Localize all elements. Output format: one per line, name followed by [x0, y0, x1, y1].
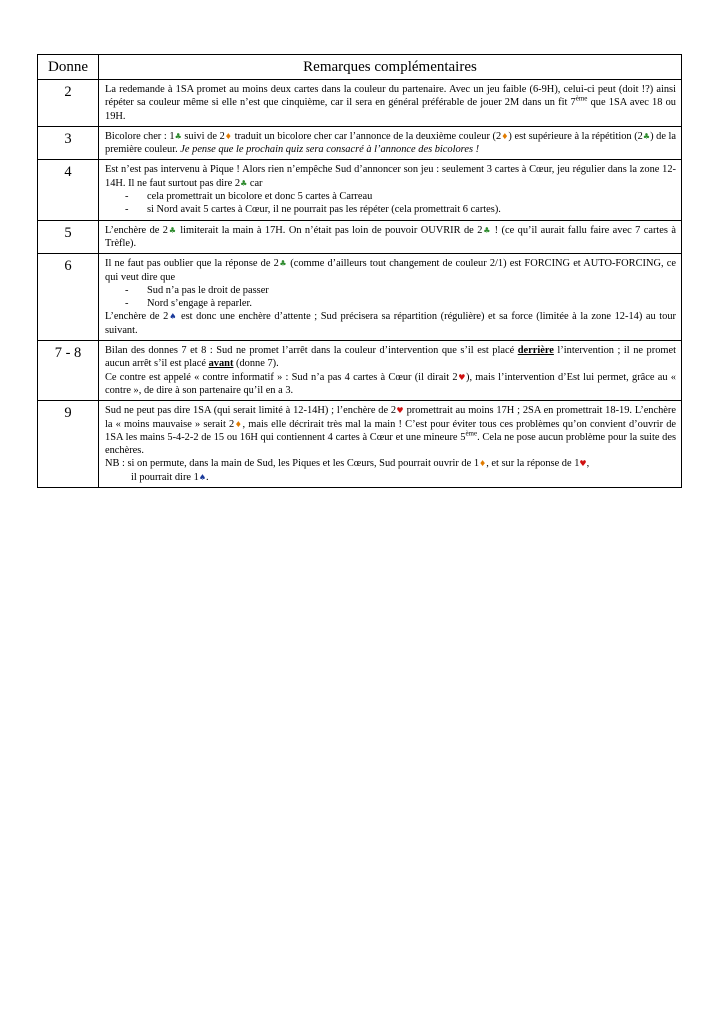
- donne-number: 7 - 8: [38, 341, 99, 401]
- text-run: suivi de 2: [181, 130, 225, 142]
- remark-paragraph: [105, 130, 676, 157]
- text-run: cela promettrait un bicolore et donc 5 cartes à Carreau: [147, 191, 373, 203]
- remark-cell: [99, 80, 682, 127]
- text-run: , et sur la réponse de 1: [486, 458, 580, 470]
- table-row: [38, 220, 682, 254]
- remark-paragraph: [105, 310, 676, 337]
- club-suit-icon: ♣: [278, 259, 288, 269]
- remark-paragraph: [105, 163, 676, 190]
- club-suit-icon: ♣: [174, 131, 182, 141]
- spade-suit-icon: ♠: [168, 312, 178, 322]
- list-item: [125, 203, 676, 216]
- text-run: (donne 7).: [233, 358, 279, 370]
- emphasis-text: avant: [208, 358, 234, 370]
- remark-paragraph: [105, 224, 676, 251]
- club-suit-icon: ♣: [642, 131, 651, 141]
- heart-suit-icon: ♥: [396, 406, 404, 416]
- text-run: NB : si on permute, dans la main de Sud, les Piques et les Cœurs, Sud pourrait ouvrir de 1: [105, 458, 480, 470]
- donne-number: 4: [38, 160, 99, 220]
- emphasis-text: derrière: [517, 345, 554, 357]
- heart-suit-icon: ♥: [579, 459, 587, 469]
- donne-number: 9: [38, 401, 99, 488]
- header-row: [38, 55, 682, 80]
- text-run: La redemande à 1SA promet au moins deux cartes dans la couleur du partenaire. Avec un jeu faible (6-9H), celui-ci peut (doit !?) ainsi répéter sa couleur même si elle n’est que cinquième, car il sera en général préférable de jouer 2M dans un fit 7: [105, 84, 676, 109]
- text-run: il pourrait dire 1: [131, 471, 199, 483]
- text-run: que 1SA avec 18 ou 19H.: [105, 97, 676, 122]
- superscript: ème: [575, 94, 588, 103]
- text-run: promettrait au moins 17H ; 2SA en promettrait 18-19. L’enchère la « moins mauvaise » serait 2: [105, 405, 676, 430]
- italic-text: Je pense que le prochain quiz sera consacré à l’annonce des bicolores !: [180, 144, 480, 156]
- table-body: [38, 80, 682, 488]
- remark-cell: [99, 220, 682, 254]
- heart-suit-icon: ♥: [457, 372, 467, 382]
- text-run: Il ne faut pas oublier que la réponse de 2: [105, 258, 279, 270]
- text-run: Ce contre est appelé « contre informatif » : Sud n’a pas 4 cartes à Cœur (il dirait 2: [105, 371, 458, 383]
- text-run: limiterait la main à 17H. On n’était pas loin de pouvoir OUVRIR de 2: [176, 224, 483, 236]
- table-row: [38, 254, 682, 341]
- table-row: [38, 160, 682, 220]
- club-suit-icon: ♣: [240, 178, 248, 188]
- dash-list: [105, 284, 676, 311]
- diamond-suit-icon: ♦: [234, 419, 243, 429]
- header-donne: Donne: [38, 55, 99, 80]
- list-item: [125, 190, 676, 203]
- diamond-suit-icon: ♦: [224, 131, 232, 141]
- text-run: car: [247, 177, 263, 189]
- remarks-table: [37, 54, 682, 488]
- donne-number: 3: [38, 126, 99, 160]
- text-run: ,: [586, 458, 590, 470]
- text-run: . Cela ne pose aucun problème pour la suite des enchères.: [105, 431, 676, 457]
- text-run: Bicolore cher : 1: [105, 130, 175, 142]
- text-run: Nord s’engage à reparler.: [147, 298, 253, 310]
- remark-paragraph: [105, 83, 676, 123]
- text-run: si Nord avait 5 cartes à Cœur, il ne pourrait pas les répéter (cela promettrait 6 cartes).: [147, 204, 501, 216]
- remark-paragraph: [105, 371, 676, 398]
- text-run: traduit un bicolore cher car l’annonce de la deuxième couleur (2: [231, 130, 502, 142]
- remark-paragraph: [105, 457, 676, 470]
- club-suit-icon: ♣: [482, 225, 492, 235]
- spade-suit-icon: ♠: [198, 472, 206, 482]
- remark-cell: [99, 341, 682, 401]
- text-run: ), mais l’intervention d’Est lui permet, grâce au « contre », de dire à son partenaire qu’il en a 3.: [105, 371, 676, 396]
- remark-cell: [99, 401, 682, 488]
- text-run: Est n’est pas intervenu à Pique ! Alors rien n’empêche Sud d’annoncer son jeu : seulement 3 cartes à Cœur, jeu régulier dans la zone 12-14H. Il ne faut surtout pas dire 2: [105, 164, 676, 189]
- donne-number: 6: [38, 254, 99, 341]
- remark-cell: [99, 160, 682, 220]
- table-row: [38, 341, 682, 401]
- list-item: [125, 284, 676, 297]
- remark-cell: [99, 126, 682, 160]
- remark-paragraph: [105, 404, 676, 457]
- text-run: L’enchère de 2: [105, 224, 168, 236]
- text-run: , mais elle décrirait très mal la main ! C’est pour éviter tous ces problèmes qu’on convient d’ouvrir de 1SA les mains 5-4-2-2 de 15 ou 16H qui contiennent 4 cartes à Cœur et une mineure 5: [105, 418, 676, 443]
- text-run: .: [205, 471, 209, 483]
- text-run: l’intervention ; il ne promet aucun arrêt s’il est placé: [105, 345, 676, 370]
- remark-cell: [99, 254, 682, 341]
- list-item: [125, 297, 676, 310]
- donne-number: 2: [38, 80, 99, 127]
- dash-list: [105, 190, 676, 217]
- superscript: ème: [465, 429, 478, 438]
- table-row: [38, 126, 682, 160]
- text-run: est donc une enchère d’attente ; Sud précisera sa répartition (régulière) et sa force (limitée à la zone 12-14) au tour suivant.: [105, 311, 677, 336]
- remark-paragraph: [105, 257, 676, 284]
- text-run: ! (ce qu’il aurait fallu faire avec 7 cartes à Trèfle).: [105, 224, 676, 249]
- diamond-suit-icon: ♦: [501, 131, 509, 141]
- club-suit-icon: ♣: [168, 225, 177, 235]
- text-run: Bilan des donnes 7 et 8 : Sud ne promet l’arrêt dans la couleur d’intervention que s’il est placé: [105, 345, 518, 357]
- text-run: ) de la première couleur.: [105, 130, 677, 156]
- text-run: Sud ne peut pas dire 1SA (qui serait limité à 12-14H) ; l’enchère de 2: [105, 405, 397, 417]
- text-run: ) est supérieure à la répétition (2: [508, 130, 643, 142]
- table-row: [38, 401, 682, 488]
- table-row: [38, 80, 682, 127]
- remark-paragraph: [105, 344, 676, 371]
- text-run: Sud n’a pas le droit de passer: [147, 284, 269, 296]
- header-remarques: Remarques complémentaires: [99, 55, 682, 80]
- text-run: (comme d’ailleurs tout changement de couleur 2/1) est FORCING et AUTO-FORCING, ce qui veut dire que: [105, 258, 676, 283]
- diamond-suit-icon: ♦: [479, 459, 487, 469]
- text-run: L’enchère de 2: [105, 311, 169, 323]
- donne-number: 5: [38, 220, 99, 254]
- remark-paragraph: [105, 471, 676, 484]
